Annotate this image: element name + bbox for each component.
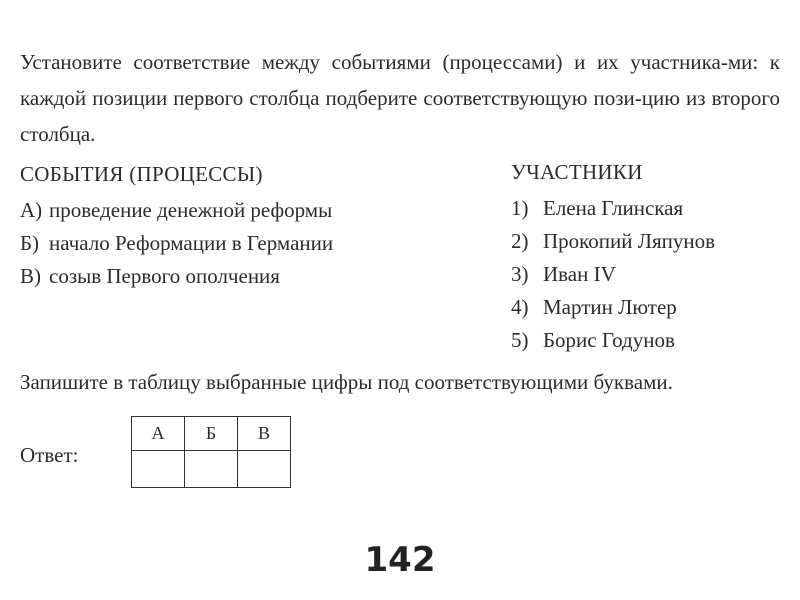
participant-item-3 — [511, 262, 616, 287]
write-instruction: Запишите в таблицу выбранные цифры под соответствующими буквами. — [20, 370, 673, 394]
event-item-a — [20, 198, 332, 223]
participant-text: Мартин Лютер — [543, 295, 677, 319]
event-item-b — [20, 231, 333, 256]
answer-cell-b[interactable] — [185, 451, 238, 488]
event-text: начало Реформации в Германии — [49, 231, 334, 255]
event-item-v — [20, 264, 280, 289]
participant-text: Борис Годунов — [543, 328, 675, 352]
participant-marker: 1) — [511, 196, 529, 220]
participant-item-5 — [511, 328, 675, 353]
answer-column-header: А — [132, 417, 185, 451]
task-instruction: Установите соответствие между событиями (процессами) и их участника-ми: к каждой позиции первого столбца подберите соответствующую пози-цию из второго столбца. — [20, 50, 780, 146]
participant-item-2 — [511, 229, 715, 254]
answer-column-header: В — [238, 417, 291, 451]
answer-column-header: Б — [185, 417, 238, 451]
participant-item-4 — [511, 295, 677, 320]
event-text: проведение денежной реформы — [49, 198, 333, 222]
page-number: 142 — [364, 540, 436, 580]
participant-marker: 4) — [511, 295, 529, 319]
participant-item-1 — [511, 196, 683, 221]
participants-heading: УЧАСТНИКИ — [511, 160, 643, 184]
participant-marker: 5) — [511, 328, 529, 352]
answer-table — [131, 416, 291, 488]
participant-text: Елена Глинская — [543, 196, 684, 220]
answer-label: Ответ: — [20, 443, 79, 467]
participant-marker: 3) — [511, 262, 529, 286]
participant-text: Иван IV — [543, 262, 616, 286]
answer-cell-v[interactable] — [238, 451, 291, 488]
event-marker: В) — [20, 264, 41, 288]
event-marker: А) — [20, 198, 43, 222]
answer-cell-a[interactable] — [132, 451, 185, 488]
participant-marker: 2) — [511, 229, 529, 253]
event-text: созыв Первого ополчения — [49, 264, 280, 288]
event-marker: Б) — [20, 231, 40, 255]
events-heading: СОБЫТИЯ (ПРОЦЕССЫ) — [20, 162, 263, 186]
participant-text: Прокопий Ляпунов — [543, 229, 716, 253]
